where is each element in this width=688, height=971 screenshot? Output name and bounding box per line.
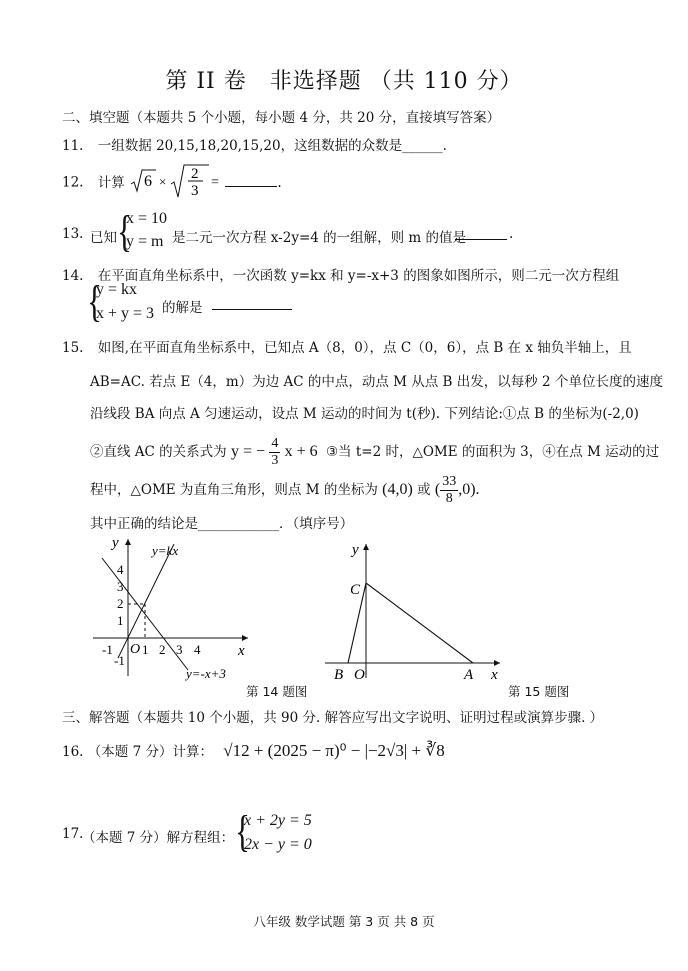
answer-blank (455, 225, 507, 240)
triangle-abc (348, 583, 473, 663)
question-text: （本题 7 分）计算： (87, 744, 213, 760)
figure-14-caption: 第 14 题图 (246, 684, 308, 699)
system-brace: { (235, 807, 250, 856)
section-2-heading: 二、填空题（本题共 5 个小题，每小题 4 分，共 20 分，直接填写答案） (62, 110, 501, 126)
question-number: 15. (62, 340, 84, 356)
line-eq-rhs: x + 6 (284, 443, 318, 460)
question-15 (62, 336, 662, 536)
question-16 (62, 740, 445, 761)
question-number: 12. (62, 174, 84, 191)
system-eq-2: x + y = 3 (96, 305, 155, 322)
or-word: 或 (417, 482, 431, 498)
figure-15 (320, 538, 510, 683)
equals-sign: = (211, 175, 219, 190)
question-number: 16. (62, 744, 84, 760)
question-number: 17. (62, 826, 84, 842)
question-number: 11. (62, 138, 84, 154)
question-12: 12. 计算 6 × 2 3 = . (62, 166, 282, 198)
fraction-33-8: $\frac{33}{8}$ (442, 474, 457, 506)
question-line-5: 程中，△OME 为直角三角形，则点 M 的坐标为 (4,0) 或 ( $\frac{33}{8}$ ,0). (90, 474, 480, 506)
y-axis-label: y (112, 535, 119, 551)
x-tick: 3 (176, 642, 183, 657)
x-tick: 4 (194, 642, 201, 657)
label-y-kx: y=kx (152, 543, 179, 558)
origin-label: O (354, 667, 365, 683)
point-suffix: ,0 (458, 481, 471, 498)
y-tick: 3 (117, 579, 124, 594)
question-line-6: 其中正确的结论是____________．（填序号） (90, 516, 354, 532)
system-eq-1: x = 10 (126, 210, 168, 227)
question-text: （本题 7 分）解方程组： (82, 830, 235, 846)
figure-14 (88, 533, 258, 683)
answer-blank (212, 295, 292, 310)
answer-blank (225, 172, 277, 187)
x-axis-label: x (491, 667, 498, 683)
system-brace: { (87, 277, 102, 326)
system-eq-1: y = kx (96, 281, 138, 298)
question-text: 在平面直角坐标系中，一次函数 y=kx 和 y=-x+3 的图象如图所示，则二元一次方程组 (97, 268, 620, 284)
question-number: 13. (62, 226, 84, 242)
radicand: 6 (144, 173, 153, 190)
section-3-heading: 三、解答题（本题共 10 个小题，共 90 分. 解答应写出文字说明、证明过程或演算步骤. ） (62, 710, 604, 726)
page-footer: 八年级 数学试题 第 3 页 共 8 页 (253, 914, 435, 929)
page-title: 第 II 卷 非选择题 （共 110 分） (165, 69, 523, 94)
point-b-label: B (334, 667, 344, 683)
x-tick: 1 (142, 642, 149, 657)
system-eq-1: x + 2y = 5 (244, 812, 312, 829)
expression: √12 + (2025 − π)⁰ − |−2√3| + ∛8 (223, 741, 445, 760)
point-c-label: C (350, 582, 361, 598)
system-eq-2: 2x − y = 0 (244, 836, 312, 853)
fraction-denominator: 3 (191, 183, 199, 198)
y-tick: 4 (117, 562, 124, 577)
line-eq-lhs: y = − (230, 443, 266, 460)
times-sign: × (159, 174, 167, 189)
x-tick: 2 (159, 642, 166, 657)
question-number: 14. (62, 268, 84, 284)
question-text: 一组数据 20,15,18,20,15,20，这组数据的众数是______. (97, 138, 447, 154)
question-14 (62, 264, 619, 330)
question-text-post: 的解是 (162, 300, 203, 316)
system-brace: { (117, 207, 132, 256)
question-line-4 (90, 436, 659, 469)
question-line-3: 沿线段 BA 向点 A 匀速运动，设点 M 运动的时间为 t(秒). 下列结论:①点 B 的坐标为(-2,0) (90, 406, 639, 422)
figure-15-caption: 第 15 题图 (508, 684, 570, 699)
y-tick: 2 (117, 596, 124, 611)
system-eq-2: y = m (126, 233, 164, 250)
fraction-4-3: $\frac{4}{3}$ (271, 436, 279, 468)
y-tick: 1 (117, 613, 124, 628)
question-line-1: 如图,在平面直角坐标系中，已知点 A（8，0），点 C（0，6），点 B 在 x 轴负半轴上，且 (97, 340, 632, 356)
y-axis-label: y (352, 542, 359, 558)
question-text-post: 是二元一次方程 x-2y=4 的一组解，则 m 的值是 (172, 230, 467, 246)
point-a-label: A (464, 667, 474, 683)
question-text: 已知 (90, 230, 117, 246)
fraction-numerator: 2 (191, 166, 199, 182)
label-y-neg-x-plus-3: y=-x+3 (186, 666, 226, 681)
conclusion-4-text: 程中，△OME 为直角三角形，则点 M 的坐标为 (90, 482, 378, 498)
y-tick-neg: -1 (114, 653, 125, 668)
origin-label: O (130, 642, 141, 657)
question-11 (62, 134, 447, 154)
conclusion-3-4-text: ③当 t=2 时，△OME 的面积为 3，④在点 M 运动的过 (325, 444, 660, 460)
x-tick: -1 (102, 642, 113, 657)
question-text: 计算 (97, 174, 125, 191)
conclusion-2-text: ②直线 AC 的关系式为 (90, 444, 227, 460)
point-4-0: (4,0) (382, 481, 413, 498)
question-line-2: AB=AC. 若点 E（4，m）为边 AC 的中点，动点 M 从点 B 出发，以每秒 2 个单位长度的速度 (90, 374, 663, 390)
x-axis-label: x (238, 643, 245, 659)
